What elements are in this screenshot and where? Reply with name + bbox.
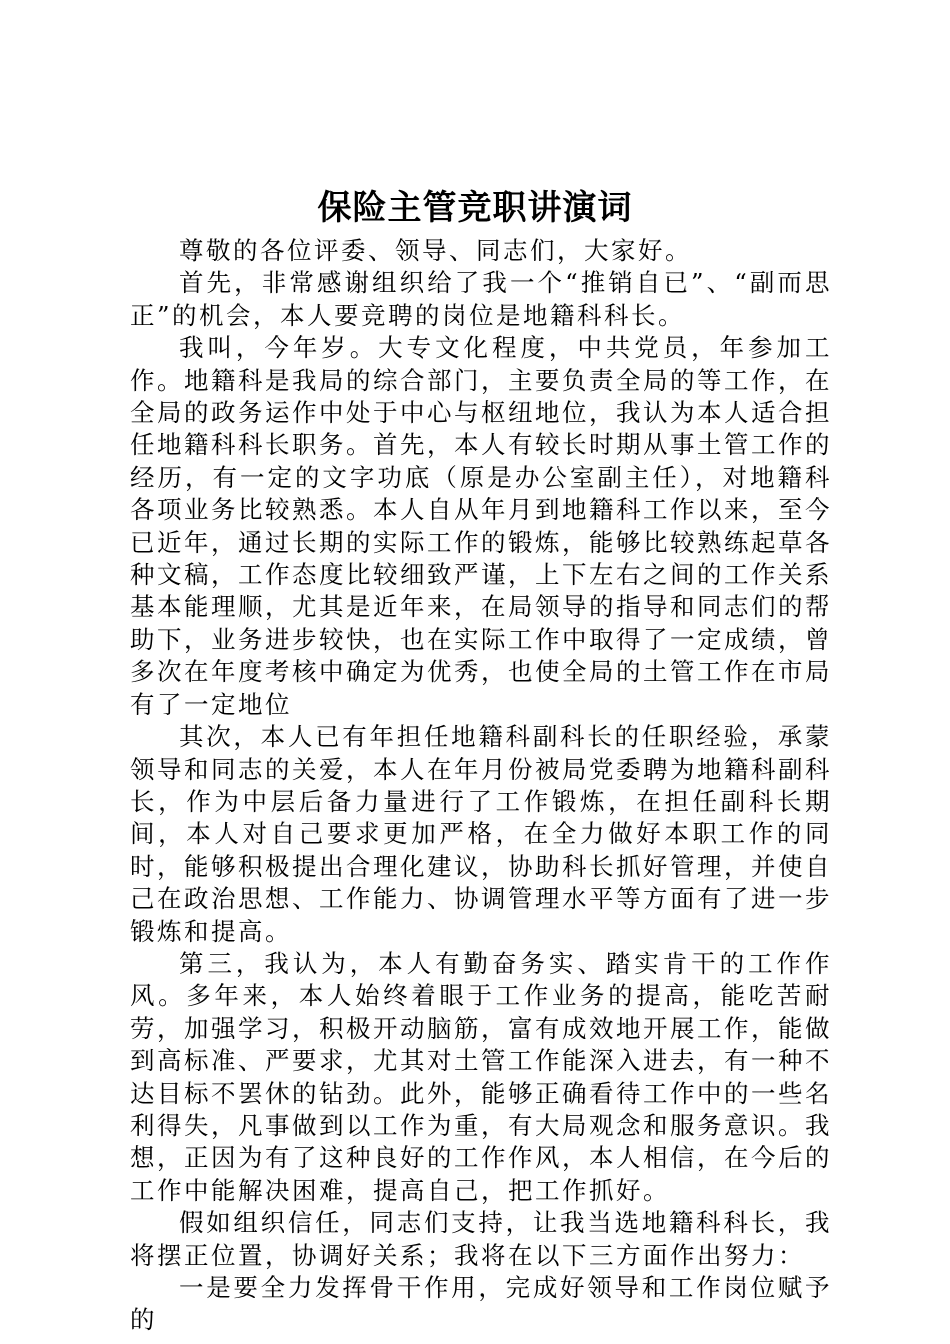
- paragraph-background: 我叫，今年岁。大专文化程度，中共党员，年参加工作。地籍科是我局的综合部门，主要负责全局的等工作，在全局的政务运作中处于中心与枢纽地位，我认为本人适合担任地籍科科长职务。首先，本人有较长时期从事土管工作的经历，有一定的文字功底（原是办公室副主任），对地籍科各项业务比较熟悉。本人自从年月到地籍科工作以来，至今已近年，通过长期的实际工作的锻炼，能够比较熟练起草各种文稿，工作态度比较细致严谨，上下左右之间的工作关系基本能理顺，尤其是近年来，在局领导的指导和同志们的帮助下，业务进步较快，也在实际工作中取得了一定成绩，曾多次在年度考核中确定为优秀，也使全局的土管工作在市局有了一定地位: [130, 333, 832, 719]
- paragraph-work-style: 第三，我认为，本人有勤奋务实、踏实肯干的工作作风。多年来，本人始终着眼于工作业务的提高，能吃苦耐劳，加强学习，积极开动脑筋，富有成效地开展工作，能做到高标准、严要求，尤其对土管工作能深入进去，有一种不达目标不罢休的钻劲。此外，能够正确看待工作中的一些名利得失，凡事做到以工作为重，有大局观念和服务意识。我想，正因为有了这种良好的工作作风，本人相信，在今后的工作中能解决困难，提高自己，把工作抓好。: [130, 948, 832, 1205]
- document-body: [130, 235, 832, 1337]
- paragraph-point-one: 一是要全力发挥骨干作用，完成好领导和工作岗位赋予的: [130, 1273, 832, 1335]
- paragraph-experience: 其次，本人已有年担任地籍科副科长的任职经验，承蒙领导和同志的关爱，本人在年月份被局党委聘为地籍科副科长，作为中层后备力量进行了工作锻炼，在担任副科长期间，本人对自己要求更加严格，在全力做好本职工作的同时，能够积极提出合理化建议，协助科长抓好管理，并使自己在政治思想、工作能力、协调管理水平等方面有了进一步锻炼和提高。: [130, 722, 832, 946]
- paragraph-commitment: 假如组织信任，同志们支持，让我当选地籍科科长，我将摆正位置，协调好关系；我将在以下三方面作出努力：: [130, 1208, 832, 1270]
- document-title: 保险主管竞职讲演词: [317, 188, 633, 228]
- paragraph-intro: 首先，非常感谢组织给了我一个“推销自已”、“副而思正”的机会，本人要竞聘的岗位是地籍科科长。: [130, 268, 832, 330]
- paragraph-greeting: 尊敬的各位评委、领导、同志们，大家好。: [179, 236, 692, 265]
